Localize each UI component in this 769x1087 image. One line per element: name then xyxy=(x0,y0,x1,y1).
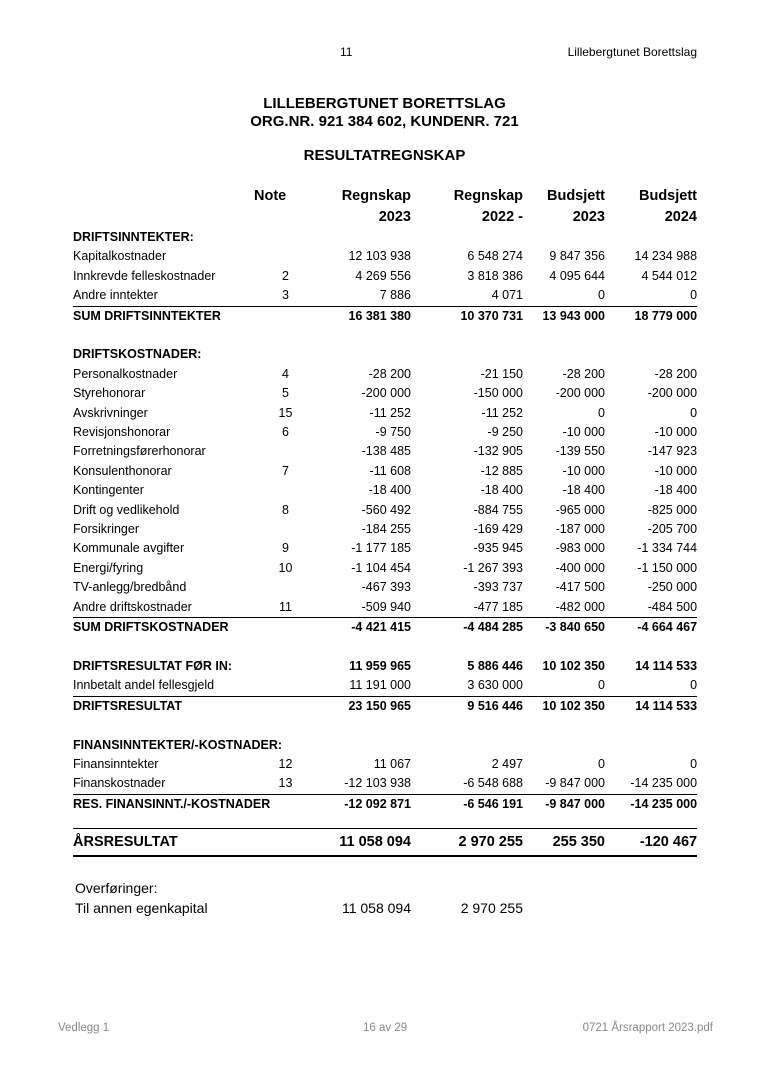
row-note xyxy=(257,657,302,676)
value-budsjett-2024: -28 200 xyxy=(654,366,698,381)
value-budsjett-2023: 0 xyxy=(598,678,605,693)
table-row xyxy=(73,267,697,286)
value-regnskap-2023: 16 381 380 xyxy=(302,306,411,326)
row-label: Forsikringer xyxy=(73,522,139,537)
value-budsjett-2023: -965 000 xyxy=(555,502,605,517)
value-budsjett-2024: -484 500 xyxy=(647,599,698,614)
section-heading-row xyxy=(73,736,697,755)
transfers-value-2023: 11 058 094 xyxy=(341,900,411,916)
value-budsjett-2024: -18 400 xyxy=(654,483,698,498)
spacer-row xyxy=(73,326,697,345)
row-label: DRIFTSRESULTAT FØR IN: xyxy=(73,658,233,673)
value-budsjett-2024: 18 779 000 xyxy=(605,306,697,326)
row-label: Forretningsførerhonorar xyxy=(73,444,206,459)
col-regnskap-2022-bottom: 2022 - xyxy=(481,209,523,225)
value-regnskap-2023: -560 492 xyxy=(361,502,411,517)
value-regnskap-2023: 12 103 938 xyxy=(348,249,411,264)
table-row xyxy=(73,539,697,558)
row-note: 4 xyxy=(282,366,289,381)
row-label: TV-anlegg/bredbånd xyxy=(73,580,187,595)
value-budsjett-2023: -10 000 xyxy=(562,425,605,440)
value-regnskap-2022: -12 885 xyxy=(480,463,523,478)
value-budsjett-2023: 0 xyxy=(598,756,605,771)
col-budsjett-2024-bottom: 2024 xyxy=(664,209,697,225)
row-note: 6 xyxy=(282,425,289,440)
row-label: Kontingenter xyxy=(73,483,144,498)
row-label: Konsulenthonorar xyxy=(73,463,172,478)
value-budsjett-2024: 14 234 988 xyxy=(634,249,698,264)
table-row xyxy=(73,384,697,403)
value-regnskap-2023: -184 255 xyxy=(361,522,411,537)
value-budsjett-2024: 0 xyxy=(690,405,698,420)
value-budsjett-2023: -139 550 xyxy=(555,444,605,459)
sum-row xyxy=(73,618,697,638)
page-title: RESULTATREGNSKAP xyxy=(303,147,466,164)
row-label: Kapitalkostnader xyxy=(73,249,167,264)
value-budsjett-2024: 14 114 533 xyxy=(635,658,698,673)
value-regnskap-2023: -1 177 185 xyxy=(351,541,411,556)
value-regnskap-2022: -169 429 xyxy=(473,522,523,537)
row-note xyxy=(257,481,302,500)
value-budsjett-2023: -482 000 xyxy=(555,599,605,614)
value-budsjett-2023: -28 200 xyxy=(562,366,605,381)
row-note: 10 xyxy=(278,560,293,575)
row-label: Drift og vedlikehold xyxy=(73,502,180,517)
sum-row xyxy=(73,696,697,716)
value-budsjett-2024: -14 235 000 xyxy=(630,776,698,791)
page-number: 11 xyxy=(340,45,353,59)
value-budsjett-2023: 10 102 350 xyxy=(542,658,605,673)
row-note: 9 xyxy=(282,541,289,556)
spacer-cell xyxy=(73,638,697,657)
value-regnskap-2023: 23 150 965 xyxy=(302,696,411,716)
col-regnskap-2023-top: Regnskap xyxy=(341,188,411,204)
transfers-label: Til annen egenkapital xyxy=(75,900,208,916)
header-org-name: Lillebergtunet Borettslag xyxy=(567,45,697,59)
bold-row xyxy=(73,657,697,676)
table-row xyxy=(73,578,697,597)
row-label: Styrehonorar xyxy=(73,386,146,401)
value-regnskap-2022: -884 755 xyxy=(473,502,523,517)
footer-page-count: 16 av 29 xyxy=(363,1022,408,1034)
col-budsjett-2023-top: Budsjett xyxy=(547,188,605,204)
row-label: Innkrevde felleskostnader xyxy=(73,268,216,283)
spacer-cell xyxy=(73,716,697,735)
row-note: 5 xyxy=(282,386,289,401)
value-budsjett-2023: -187 000 xyxy=(555,522,605,537)
row-note: 3 xyxy=(282,288,289,303)
value-budsjett-2024: -14 235 000 xyxy=(605,794,697,814)
value-regnskap-2022: -6 548 688 xyxy=(463,776,523,791)
value-budsjett-2023: -983 000 xyxy=(555,541,605,556)
table-row xyxy=(73,462,697,481)
section-heading: DRIFTSINNTEKTER: xyxy=(73,230,194,244)
row-note: 15 xyxy=(278,405,293,420)
table-row xyxy=(73,755,697,774)
transfers-heading: Overføringer: xyxy=(75,880,158,896)
value-budsjett-2023: -3 840 650 xyxy=(523,618,605,638)
table-row xyxy=(73,286,697,306)
row-label: Finansinntekter xyxy=(73,756,159,771)
value-regnskap-2023: -11 608 xyxy=(369,463,411,478)
value-budsjett-2024: 14 114 533 xyxy=(605,696,697,716)
table-row xyxy=(73,520,697,539)
row-note: 11 xyxy=(279,599,292,614)
footer-attachment: Vedlegg 1 xyxy=(58,1022,110,1034)
value-regnskap-2023: 11 191 000 xyxy=(349,678,411,693)
value-budsjett-2024: -1 334 744 xyxy=(637,541,698,556)
value-budsjett-2023: -10 000 xyxy=(562,463,605,478)
row-label: Revisjonshonorar xyxy=(73,425,171,440)
section-heading: DRIFTSKOSTNADER: xyxy=(73,347,202,362)
value-budsjett-2024: -1 150 000 xyxy=(637,560,698,575)
value-budsjett-2024: -250 000 xyxy=(647,580,698,595)
value-regnskap-2022: -18 400 xyxy=(480,483,523,498)
table-row xyxy=(73,442,697,461)
section-heading-row xyxy=(73,228,697,247)
spacer-row xyxy=(73,814,697,829)
spacer-cell xyxy=(73,326,697,345)
row-label: SUM DRIFTSKOSTNADER xyxy=(73,618,257,638)
row-label: Personalkostnader xyxy=(73,366,178,381)
value-regnskap-2023: -9 750 xyxy=(375,425,411,440)
value-regnskap-2022: -6 546 191 xyxy=(411,794,523,814)
value-budsjett-2024: 0 xyxy=(690,288,698,303)
value-regnskap-2023: -11 252 xyxy=(369,405,411,420)
row-note xyxy=(257,442,302,461)
row-note: 8 xyxy=(282,502,289,517)
table-row xyxy=(73,481,697,500)
value-regnskap-2022: 5 886 446 xyxy=(467,658,523,673)
value-budsjett-2023: 9 847 356 xyxy=(549,249,605,264)
value-regnskap-2022: 3 818 386 xyxy=(467,268,523,283)
table-row xyxy=(73,247,697,266)
value-budsjett-2024: 4 544 012 xyxy=(641,268,698,283)
row-note: 7 xyxy=(282,463,289,478)
col-regnskap-2022-top: Regnskap xyxy=(453,188,523,204)
col-note-header: Note xyxy=(254,188,287,204)
table-row xyxy=(73,559,697,578)
sum-row xyxy=(73,794,697,814)
org-title: LILLEBERGTUNET BORETTSLAG xyxy=(263,95,506,112)
income-statement-table xyxy=(73,228,697,857)
value-regnskap-2022: -132 905 xyxy=(473,444,523,459)
row-label: ÅRSRESULTAT xyxy=(73,829,257,857)
row-label: Andre driftskostnader xyxy=(73,599,192,614)
value-budsjett-2023: 4 095 644 xyxy=(549,268,605,283)
value-regnskap-2022: -1 267 393 xyxy=(463,560,523,575)
value-regnskap-2023: -467 393 xyxy=(361,580,411,595)
value-budsjett-2024: -120 467 xyxy=(605,829,697,857)
row-label: RES. FINANSINNT./-KOSTNADER xyxy=(73,794,257,814)
row-label: SUM DRIFTSINNTEKTER xyxy=(73,306,257,326)
value-regnskap-2023: 11 067 xyxy=(373,756,411,771)
table-row xyxy=(73,423,697,442)
value-budsjett-2023: -18 400 xyxy=(562,483,605,498)
value-regnskap-2022: -477 185 xyxy=(473,599,523,614)
transfers-value-2022: 2 970 255 xyxy=(460,900,523,916)
value-regnskap-2022: 9 516 446 xyxy=(411,696,523,716)
value-regnskap-2022: -935 945 xyxy=(473,541,523,556)
value-regnskap-2022: 10 370 731 xyxy=(411,306,523,326)
value-regnskap-2023: -1 104 454 xyxy=(351,560,411,575)
row-note xyxy=(257,676,302,696)
value-budsjett-2023: -200 000 xyxy=(555,386,605,401)
value-regnskap-2023: -509 940 xyxy=(361,599,411,614)
table-row xyxy=(73,598,697,618)
row-label: Avskrivninger xyxy=(73,405,148,420)
value-budsjett-2023: 10 102 350 xyxy=(523,696,605,716)
value-regnskap-2022: -4 484 285 xyxy=(411,618,523,638)
value-regnskap-2023: -200 000 xyxy=(361,386,411,401)
value-regnskap-2022: 4 071 xyxy=(491,288,523,303)
row-label: Andre inntekter xyxy=(73,288,158,303)
footer-filename: 0721 Årsrapport 2023.pdf xyxy=(582,1022,713,1034)
value-regnskap-2022: 3 630 000 xyxy=(467,678,523,693)
row-note xyxy=(257,247,302,266)
value-regnskap-2023: 11 058 094 xyxy=(302,829,411,857)
row-label: DRIFTSRESULTAT xyxy=(73,696,257,716)
value-budsjett-2023: 0 xyxy=(598,288,605,303)
row-note: 13 xyxy=(278,776,293,791)
col-budsjett-2023-bottom: 2023 xyxy=(572,209,605,225)
col-budsjett-2024-top: Budsjett xyxy=(639,188,697,204)
row-note xyxy=(257,306,302,326)
value-regnskap-2022: 6 548 274 xyxy=(467,249,523,264)
value-budsjett-2024: 0 xyxy=(690,756,698,771)
row-label: Innbetalt andel fellesgjeld xyxy=(73,678,215,693)
row-note: 2 xyxy=(282,268,289,283)
row-note: 12 xyxy=(278,756,293,771)
value-regnskap-2022: 2 497 xyxy=(491,756,523,771)
value-budsjett-2023: -400 000 xyxy=(555,560,605,575)
row-label: Finanskostnader xyxy=(73,776,166,791)
value-regnskap-2022: -21 150 xyxy=(480,366,523,381)
value-regnskap-2023: -12 092 871 xyxy=(302,794,411,814)
value-regnskap-2022: -393 737 xyxy=(473,580,523,595)
value-regnskap-2022: -11 252 xyxy=(481,405,523,420)
value-budsjett-2024: -10 000 xyxy=(654,463,698,478)
spacer-row xyxy=(73,638,697,657)
value-regnskap-2023: -18 400 xyxy=(368,483,411,498)
result-row xyxy=(73,829,697,857)
value-budsjett-2023: -417 500 xyxy=(555,580,605,595)
value-regnskap-2023: 4 269 556 xyxy=(355,268,411,283)
value-budsjett-2024: 0 xyxy=(690,678,698,693)
row-note xyxy=(257,618,302,638)
row-note xyxy=(257,829,302,857)
org-number: ORG.NR. 921 384 602, KUNDENR. 721 xyxy=(250,113,519,130)
section-heading: FINANSINNTEKTER/-KOSTNADER: xyxy=(73,737,283,752)
value-budsjett-2024: -10 000 xyxy=(654,425,698,440)
value-budsjett-2023: 255 350 xyxy=(523,829,605,857)
value-budsjett-2024: -200 000 xyxy=(647,386,698,401)
table-row xyxy=(73,501,697,520)
row-note xyxy=(257,578,302,597)
section-heading-row xyxy=(73,345,697,364)
table-row xyxy=(73,404,697,423)
spacer-row xyxy=(73,716,697,735)
row-label: Energi/fyring xyxy=(73,560,144,575)
value-regnskap-2023: -28 200 xyxy=(368,366,411,381)
value-regnskap-2022: 2 970 255 xyxy=(411,829,523,857)
value-regnskap-2023: -4 421 415 xyxy=(302,618,411,638)
row-label: Kommunale avgifter xyxy=(73,541,185,556)
value-budsjett-2023: 0 xyxy=(598,405,605,420)
table-row xyxy=(73,774,697,794)
value-regnskap-2023: -12 103 938 xyxy=(344,776,411,791)
value-budsjett-2024: -825 000 xyxy=(647,502,698,517)
table-row xyxy=(73,676,697,696)
value-budsjett-2023: -9 847 000 xyxy=(523,794,605,814)
value-budsjett-2024: -4 664 467 xyxy=(605,618,697,638)
row-note xyxy=(257,696,302,716)
table-row xyxy=(73,365,697,384)
value-budsjett-2023: -9 847 000 xyxy=(545,776,605,791)
sum-row xyxy=(73,306,697,326)
value-budsjett-2024: -147 923 xyxy=(647,444,698,459)
value-regnskap-2023: 7 886 xyxy=(379,288,411,303)
spacer-cell xyxy=(73,814,697,829)
value-budsjett-2023: 13 943 000 xyxy=(523,306,605,326)
value-regnskap-2023: 11 959 965 xyxy=(349,658,411,673)
value-regnskap-2023: -138 485 xyxy=(361,444,411,459)
col-regnskap-2023-bottom: 2023 xyxy=(378,209,411,225)
row-note xyxy=(257,520,302,539)
value-budsjett-2024: -205 700 xyxy=(647,522,698,537)
value-regnskap-2022: -9 250 xyxy=(487,425,523,440)
value-regnskap-2022: -150 000 xyxy=(473,386,523,401)
